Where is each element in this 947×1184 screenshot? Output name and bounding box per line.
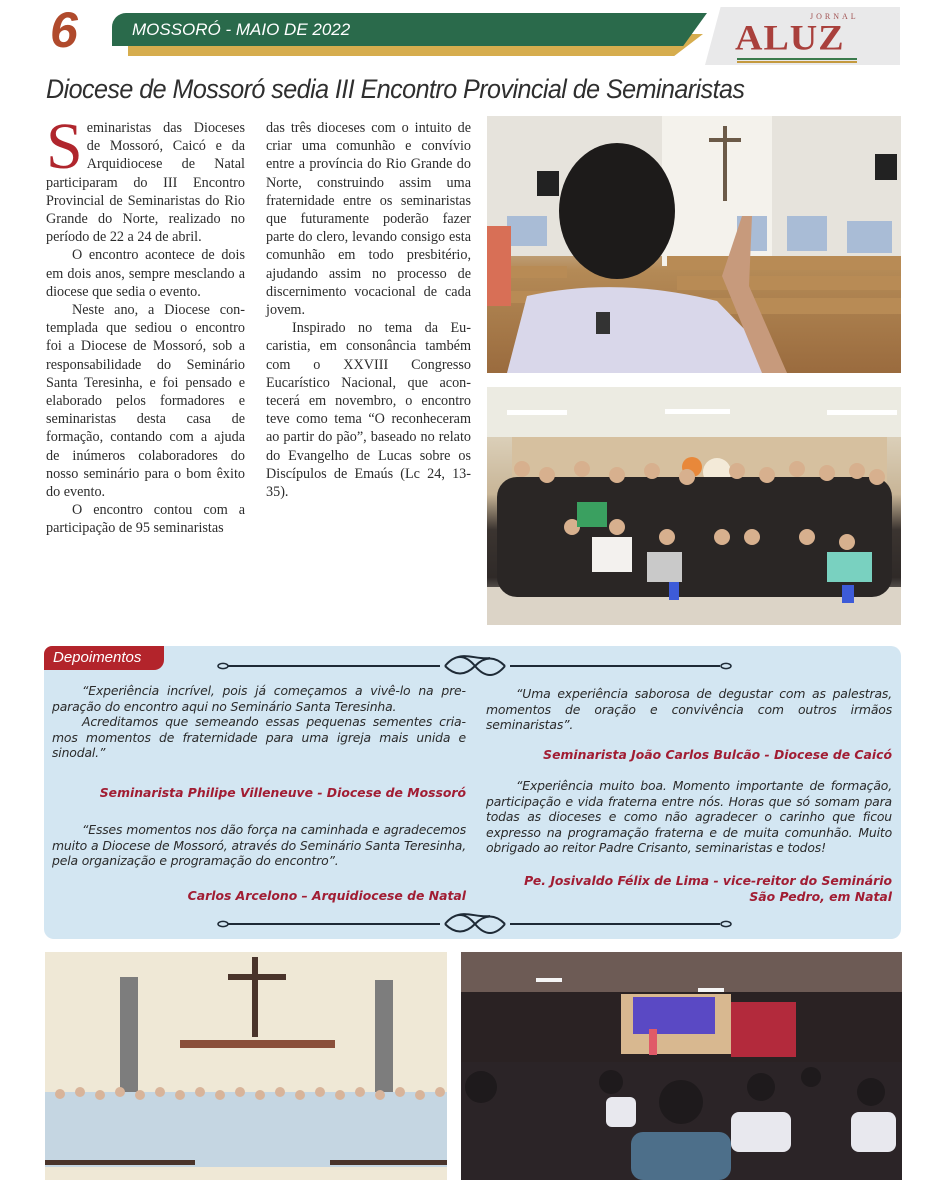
- photo-auditorium-lecture: [461, 952, 902, 1180]
- article-paragraph: O encontro acontece de dois em dois anos, sempre mesclando a diocese que sedia o evento.: [46, 247, 245, 300]
- photo-group-illustration: [487, 387, 901, 625]
- photo-group: [487, 387, 901, 625]
- testimonial-author: Seminarista Philipe Villeneuve - Diocese de Mossoró: [99, 785, 466, 800]
- photo-auditorium-illustration: [461, 952, 902, 1180]
- article-paragraph: Neste ano, a Diocese contemplada que sediou o encontro foi a Diocese de Mossoró, sob a responsabilidade do Seminário Santa Teresinha, e foi pensado e elaborado pelos formadores e seminaristas desta casa de formação, contando com a ajuda de inúmeros colaboradores do nosso seminário para o bom êxito do evento.: [46, 302, 245, 501]
- paragraph-text: eminaristas das Dioceses de Mossoró, Caicó e da Arquidiocese de Natal participaram do III Encontro Provincial de Seminaristas do Rio Grande do Norte, realizado no período de 22 a 24 de abril.: [46, 120, 245, 246]
- author-line: São Pedro, em Natal: [749, 889, 892, 904]
- logo-underline-gold: [737, 61, 857, 63]
- testimonial-quote: [486, 778, 892, 856]
- quote-text: “Experiência incrível, pois já começamos a vivê-lo na preparação do encontro aqui no Seminário Santa Teresinha.: [52, 683, 466, 714]
- logo-underline-green: [737, 58, 857, 60]
- photo-altar-group: [45, 952, 447, 1180]
- article-column-1: [46, 110, 245, 538]
- quote-text: Acreditamos que semeando essas pequenas sementes criamos momentos de fraternidade para uma igreja mais unida e sinodal.”: [52, 714, 466, 760]
- ornament-divider-bottom: [215, 910, 735, 938]
- testimonial-quote: [52, 822, 466, 869]
- drop-cap: S: [46, 110, 83, 183]
- article-paragraph: Inspirado no tema da Eucaristia, em consonância também com o XXVIII Congresso Eucarístico Nacional, que acontecerá em novembro, o encontro teve como tema “O reconheceram ao partir do pão”, baseado no relato do Evangelho de Lucas sobre os Discípulos de Emaús (Lc 24, 13-35).: [266, 320, 471, 501]
- quote-text: “Esses momentos nos dão força na caminhada e agradecemos muito a Diocese de Mossoró, através do Seminário Santa Teresinha, pela organização e programação do encontro”.: [52, 822, 466, 868]
- article-paragraph: das três dioceses com o intuito de criar uma comunhão e convívio entre a província do Rio Grande do Norte, construindo assim uma fraternidade entre os seminaristas que futuramente poderão fazer parte do clero, levando consigo esta comunhão em todo presbitério, ajudando assim no processo de discernimento vocacional de cada jovem.: [266, 120, 471, 319]
- article-paragraph: [46, 110, 245, 246]
- testimonials-label: Depoimentos: [53, 649, 142, 666]
- logo-jornal-text: JORNAL: [810, 12, 859, 21]
- edition-label: MOSSORÓ - MAIO DE 2022: [132, 20, 351, 39]
- ornament-divider-top: [215, 652, 735, 680]
- testimonial-author: Seminarista João Carlos Bulcão - Diocese de Caicó: [543, 747, 892, 762]
- testimonial-quote: [52, 683, 466, 761]
- photo-church-prayer: [487, 116, 901, 373]
- article-headline: Diocese de Mossoró sedia III Encontro Provincial de Seminaristas: [46, 74, 745, 104]
- article-column-2: [266, 119, 471, 501]
- testimonial-author: [486, 873, 892, 905]
- testimonial-author: Carlos Arcelono – Arquidiocese de Natal: [187, 888, 466, 903]
- photo-altar-group-illustration: [45, 952, 447, 1180]
- quote-text: “Experiência muito boa. Momento importante de formação, participação e vida fraterna entre nós. Horas que só somam para todas as dioceses e como não agradecer o carinho que ficou expresso na programação fraterna e de muita comunhão. Muito obrigado ao reitor Padre Crisanto, seminaristas e todos!: [486, 778, 892, 855]
- logo-aluz: ALUZ: [735, 18, 845, 58]
- article-paragraph: O encontro contou com a participação de 95 seminaristas: [46, 502, 245, 537]
- author-line: Pe. Josivaldo Félix de Lima - vice-reitor do Seminário: [524, 873, 892, 888]
- photo-church-prayer-illustration: [487, 116, 901, 373]
- quote-text: “Uma experiência saborosa de degustar com as palestras, momentos de oração e convivência com outros irmãos seminaristas”.: [486, 686, 892, 732]
- page-number: 6: [50, 2, 76, 58]
- testimonial-quote: [486, 686, 892, 733]
